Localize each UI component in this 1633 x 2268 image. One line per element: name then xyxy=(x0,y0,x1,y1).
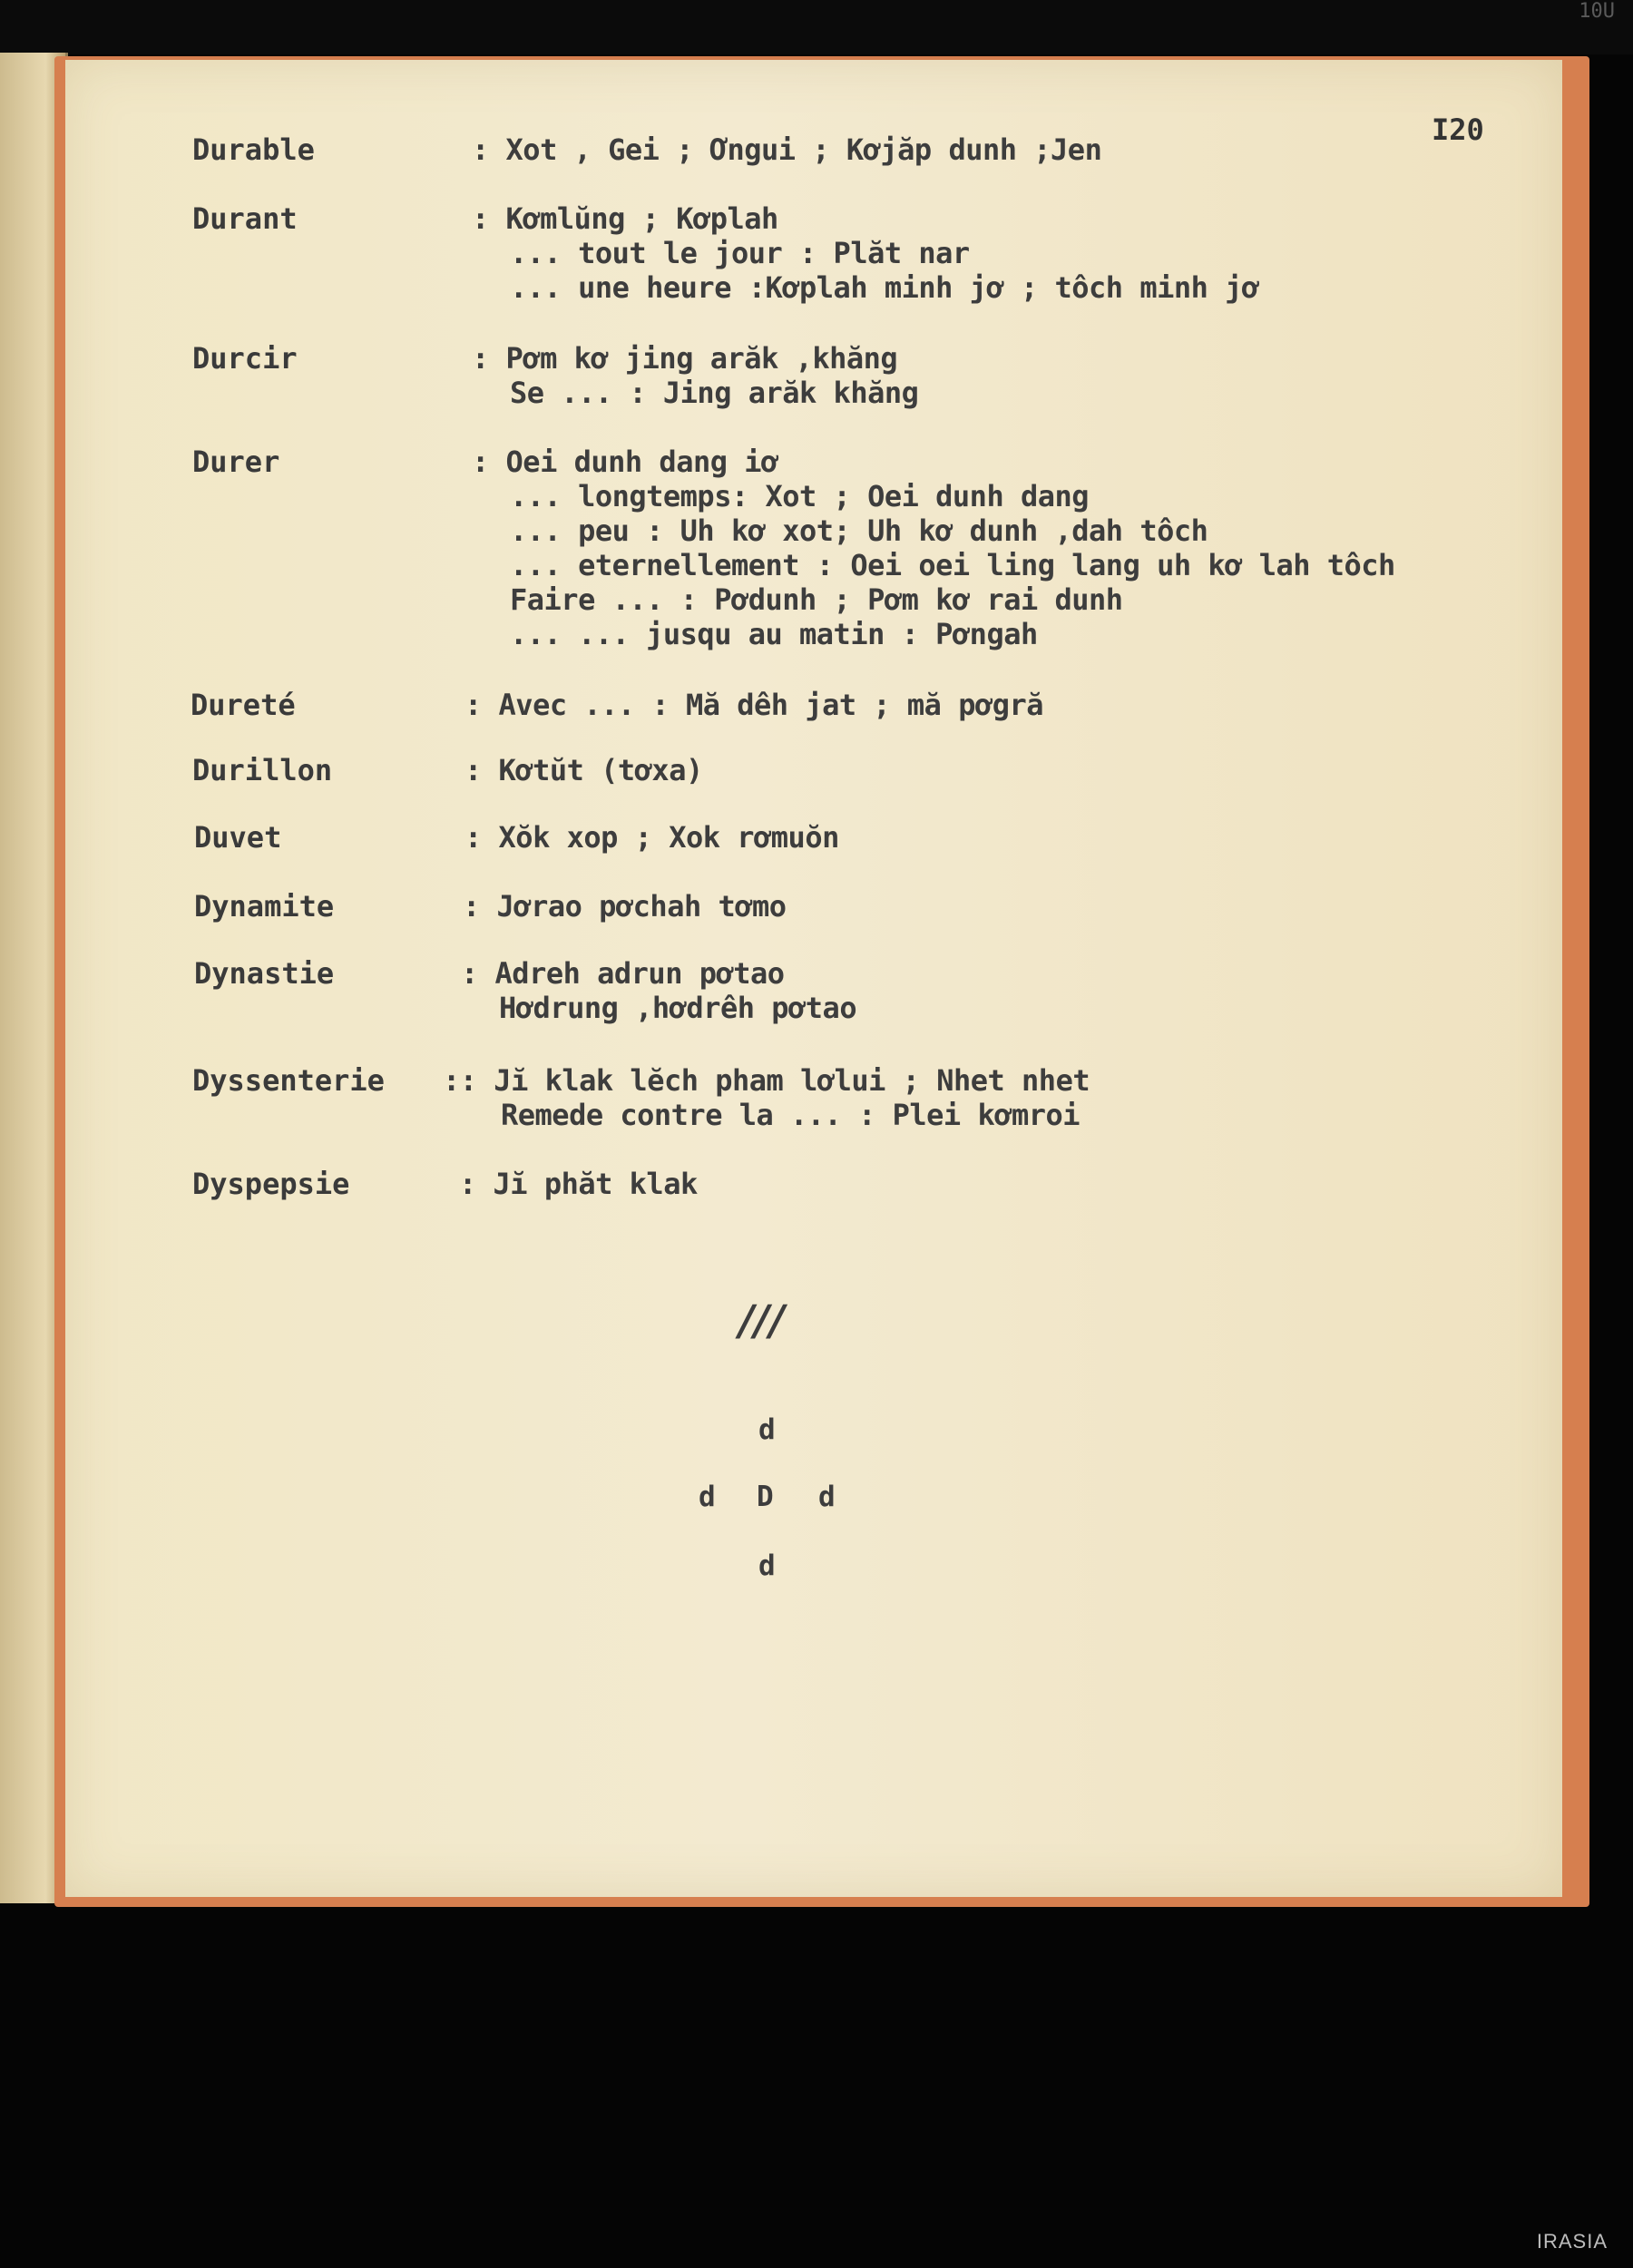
definition-line: ... tout le jour : Plăt nar xyxy=(510,236,970,270)
entry-definition xyxy=(472,341,1511,410)
definition-line: Remede contre la ... : Plei kơmroi xyxy=(501,1098,1081,1132)
definition-line: : Pơm kơ jing arăk ,khăng xyxy=(472,341,898,376)
ornament-letter-left: d xyxy=(699,1481,716,1513)
entry-definition xyxy=(461,956,1500,1025)
entry-definition xyxy=(472,445,1511,651)
definition-line: ... longtemps: Xot ; Oei dunh dang xyxy=(510,479,1090,513)
section-end-mark: /// xyxy=(738,1295,785,1344)
definition-line: : Jơrao pơchah tơmo xyxy=(463,889,787,924)
definition-line: : Oei dunh dang iơ xyxy=(472,445,778,479)
watermark-label: IRASIA xyxy=(1536,2230,1608,2253)
definition-line: : Xŏk xop ; Xok rơmuŏn xyxy=(464,820,839,855)
definition-line: Faire ... : Pơdunh ; Pơm kơ rai dunh xyxy=(510,582,1123,617)
ornament-letter-top: d xyxy=(758,1413,776,1446)
entry-term: Durable xyxy=(192,132,315,167)
ornament-letter-center: D xyxy=(757,1481,774,1513)
entry-definition xyxy=(472,132,1511,167)
entry-term: Duvet xyxy=(194,820,282,855)
ornament-letter-right: d xyxy=(818,1481,836,1513)
entry-definition xyxy=(464,688,1503,722)
ornament-letter-bottom: d xyxy=(758,1549,776,1582)
entry-definition xyxy=(464,820,1503,855)
entry-term: Dureté xyxy=(191,688,296,722)
scan-background-top xyxy=(0,0,1633,54)
definition-line: ... une heure :Kơplah minh jơ ; tôch minh jơ xyxy=(510,270,1259,305)
definition-line: : Adreh adrun pơtao xyxy=(461,956,785,991)
definition-line: ... ... jusqu au matin : Pơngah xyxy=(510,617,1038,651)
entry-term: Durcir xyxy=(192,341,298,376)
definition-line: : Xot , Gei ; Ơngui ; Kơjăp dunh ;Jen xyxy=(472,132,1102,167)
definition-line: Hơdrung ,hơdrêh pơtao xyxy=(499,991,857,1025)
entry-term: Dyssenterie xyxy=(192,1063,385,1098)
corner-mark: 10U xyxy=(1579,0,1615,23)
entry-definition xyxy=(463,889,1501,924)
entry-term: Dynastie xyxy=(194,956,335,991)
entry-term: Dynamite xyxy=(194,889,335,924)
page-number: I20 xyxy=(1432,112,1484,147)
entry-term: Dyspepsie xyxy=(192,1167,350,1201)
definition-line: ... eternellement : Oei oei ling lang uh kơ lah tôch xyxy=(510,548,1395,582)
definition-line: : Kơtŭt (tơxa) xyxy=(464,753,703,787)
definition-line: : Kơmlŭng ; Kơplah xyxy=(472,201,778,236)
definition-line: : Avec ... : Mă dêh jat ; mă pơgră xyxy=(464,688,1044,722)
definition-line: ... peu : Uh kơ xot; Uh kơ dunh ,dah tôch xyxy=(510,513,1208,548)
entry-term: Durant xyxy=(192,201,298,236)
entry-definition xyxy=(459,1167,1498,1201)
definition-line: :: Jĭ klak lĕch pham lơlui ; Nhet nhet xyxy=(443,1063,1090,1098)
definition-line: : Jĭ phăt klak xyxy=(459,1167,698,1201)
definition-line: Se ... : Jing arăk khăng xyxy=(510,376,919,410)
entry-definition xyxy=(443,1063,1481,1132)
entry-term: Durillon xyxy=(192,753,333,787)
entry-definition xyxy=(464,753,1503,787)
entry-term: Durer xyxy=(192,445,280,479)
entry-definition xyxy=(472,201,1511,305)
